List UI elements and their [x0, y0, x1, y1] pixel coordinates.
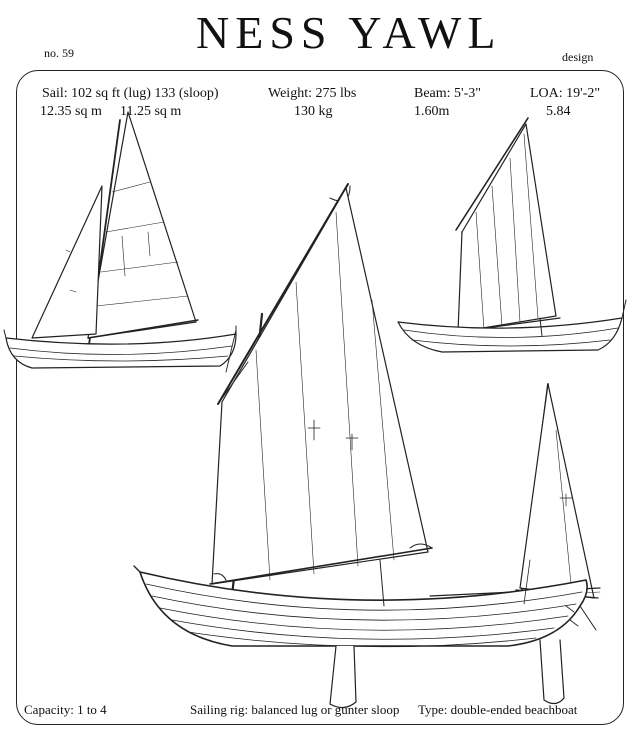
spec-sail-metric-2: 12.35 sq m: [40, 104, 102, 119]
footer-rig: Sailing rig: balanced lug or gunter sloop: [190, 702, 400, 717]
spec-sail-metric-1: 11.25 sq m: [120, 104, 182, 119]
page-title: NESS YAWL: [196, 7, 502, 58]
spec-beam-metric: 1.60m: [414, 104, 450, 119]
spec-beam-imperial: Beam: 5'-3": [414, 86, 481, 101]
spec-weight-imperial: Weight: 275 lbs: [268, 86, 357, 101]
spec-weight-metric: 130 kg: [294, 104, 333, 119]
sloop-rigged-boat-drawing: [4, 112, 236, 368]
design-number: no. 59: [44, 46, 74, 60]
small-lug-boat-drawing: [398, 118, 626, 352]
spec-loa-metric: 5.84: [546, 104, 571, 119]
design-label: design: [562, 50, 594, 64]
spec-sail-imperial: Sail: 102 sq ft (lug) 133 (sloop): [42, 86, 219, 101]
footer-type: Type: double-ended beachboat: [418, 702, 578, 717]
spec-loa-imperial: LOA: 19'-2": [530, 86, 601, 101]
footer-capacity: Capacity: 1 to 4: [24, 702, 107, 717]
